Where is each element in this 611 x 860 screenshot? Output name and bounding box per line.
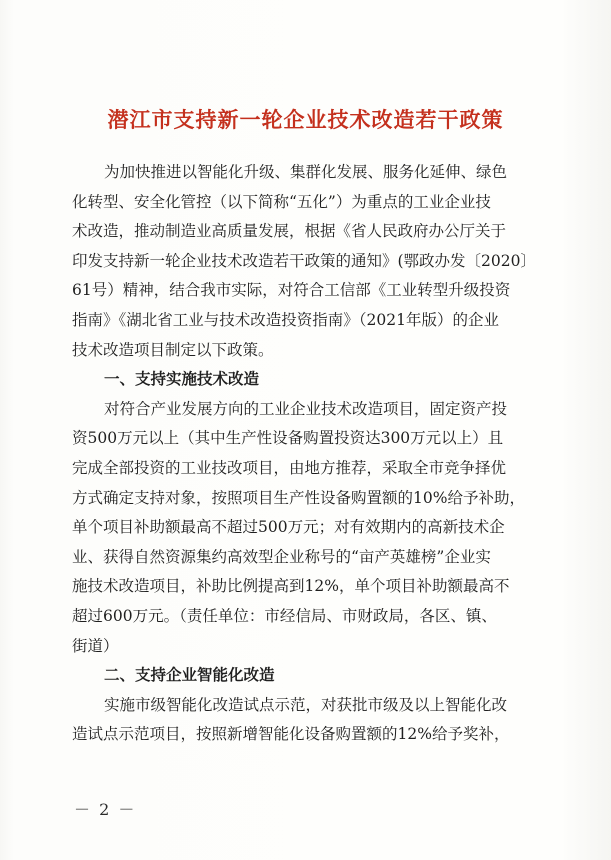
paragraph-line: 指南》《湖北省工业与技术改造投资指南》（2021年版）的企业 (72, 310, 499, 329)
paragraph-line: 业、获得自然资源集约高效型企业称号的“亩产英雄榜”企业实 (72, 547, 491, 566)
paragraph-line: 对符合产业发展方向的工业企业技术改造项目，固定资产投 (104, 399, 508, 418)
paragraph-line: 方式确定支持对象，按照项目生产性设备购置额的10%给予补助， (72, 488, 525, 507)
paragraph-line: 61号）精神，结合我市实际，对符合工信部《工业转型升级投资 (72, 281, 511, 300)
paragraph-line: 印发支持新一轮企业技术改造若干政策的通知》(鄂政办发〔2020〕 (72, 251, 536, 270)
section-heading: 一、支持实施技术改造 (104, 370, 260, 389)
paragraph-line: 为加快推进以智能化升级、集群化发展、服务化延伸、绿色 (104, 163, 508, 181)
paragraph-line: 造试点示范项目，按照新增智能化设备购置额的12%给予奖补， (72, 725, 510, 744)
paragraph-line: 资500万元以上（其中生产性设备购置投资达300万元以上）且 (72, 429, 504, 448)
paragraph-line: 完成全部投资的工业技改项目，由地方推荐，采取全市竞争择优 (72, 458, 507, 477)
document-body (72, 158, 542, 750)
page-number: － 2 － (74, 800, 137, 819)
document-title: 潜江市支持新一轮企业技术改造若干政策 (107, 107, 504, 132)
paragraph-line: 术改造，推动制造业高质量发展，根据《省人民政府办公厅关于 (72, 222, 507, 241)
paragraph-line: 施技术改造项目，补助比例提高到12%，单个项目补助额最高不 (72, 577, 510, 596)
paragraph-line: 技术改造项目制定以下政策。 (72, 340, 274, 359)
section-heading: 二、支持企业智能化改造 (104, 666, 275, 685)
paragraph-line: 超过600万元。（责任单位：市经信局、市财政局，各区、镇、 (72, 606, 497, 625)
paragraph-line: 单个项目补助额最高不超过500万元；对有效期内的高新技术企 (72, 518, 505, 537)
paragraph-line: 街道） (72, 636, 119, 655)
paragraph-line: 化转型、安全化管控（以下简称“五化”）为重点的工业企业技 (72, 192, 491, 211)
paragraph-line: 实施市级智能化改造试点示范，对获批市级及以上智能化改 (104, 695, 508, 714)
